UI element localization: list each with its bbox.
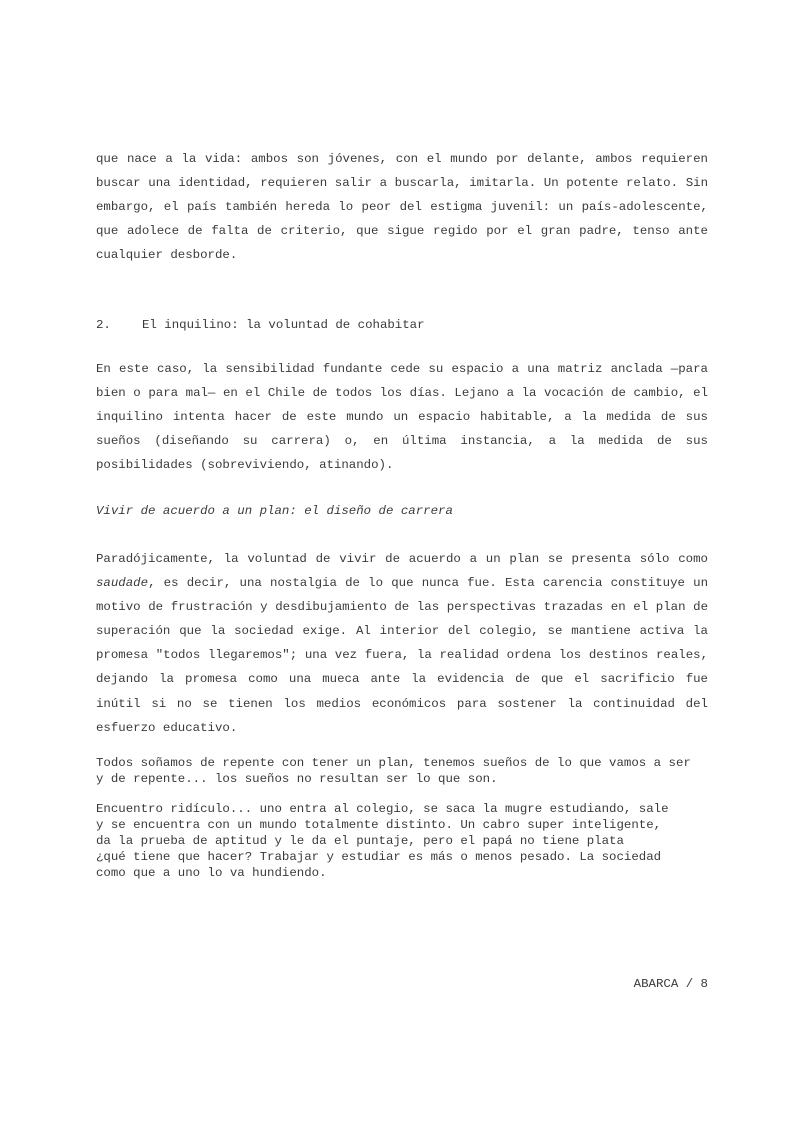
- quote-line: da la prueba de aptitud y le da el puntaje, pero el papá no tiene plata: [96, 833, 624, 848]
- italic-term: saudade: [96, 576, 149, 591]
- paragraph-text-end: , es decir, una nostalgia de lo que nunca fue. Esta carencia constituye un motivo de frustración y desdibujamiento de las perspectivas trazadas en el plan de superación que la sociedad exige. Al interior del colegio, se mantiene activa la promesa "todos llegaremos"; una vez fuera, la realidad ordena los destinos reales, dejando la promesa como una mueca ante la evidencia de que el sacrificio fue inútil si no se tienen los medios económicos para sostener la continuidad del esfuerzo educativo.: [96, 576, 708, 735]
- quote-line: Todos soñamos de repente con tener un plan, tenemos sueños de lo que vamos a ser: [96, 756, 691, 770]
- section-number: 2.: [96, 318, 111, 332]
- paragraph-text-start: Paradójicamente, la voluntad de vivir de acuerdo a un plan se presenta sólo como: [96, 552, 708, 566]
- paragraph-continuation: que nace a la vida: ambos son jóvenes, con el mundo por delante, ambos requieren buscar una identidad, requieren salir a buscarla, imitarla. Un potente relato. Sin embargo, el país también hereda lo peor del estigma juvenil: un país-adolescente, que adolece de falta de criterio, que sigue regido por el gran padre, tenso ante cualquier desborde.: [96, 152, 708, 263]
- paragraph-inquilino: En este caso, la sensibilidad fundante cede su espacio a una matriz anclada —para bien o para mal— en el Chile de todos los días. Lejano a la vocación de cambio, el inquilino intenta hacer de este mundo un espacio habitable, a la medida de sus sueños (diseñando su carrera) o, en última instancia, a la medida de sus posibilidades (sobreviviendo, atinando).: [96, 362, 708, 473]
- quote-line: ¿qué tiene que hacer? Trabajar y estudiar es más o menos pesado. La sociedad: [96, 849, 662, 864]
- paragraph-saudade: [96, 547, 708, 740]
- quote-line: y de repente... los sueños no resultan ser lo que son.: [96, 771, 498, 786]
- subsection-title: Vivir de acuerdo a un plan: el diseño de carrera: [96, 504, 453, 518]
- page-footer: ABARCA / 8: [633, 977, 708, 991]
- quote-line: Encuentro ridículo... uno entra al colegio, se saca la mugre estudiando, sale: [96, 802, 669, 816]
- section-title: El inquilino: la voluntad de cohabitar: [142, 318, 425, 332]
- quote-line: y se encuentra con un mundo totalmente distinto. Un cabro super inteligente,: [96, 817, 662, 832]
- quote-line: como que a uno lo va hundiendo.: [96, 865, 327, 880]
- section-heading: [96, 313, 425, 337]
- interview-quote-1: [96, 756, 708, 788]
- interview-quote-2: [96, 802, 708, 882]
